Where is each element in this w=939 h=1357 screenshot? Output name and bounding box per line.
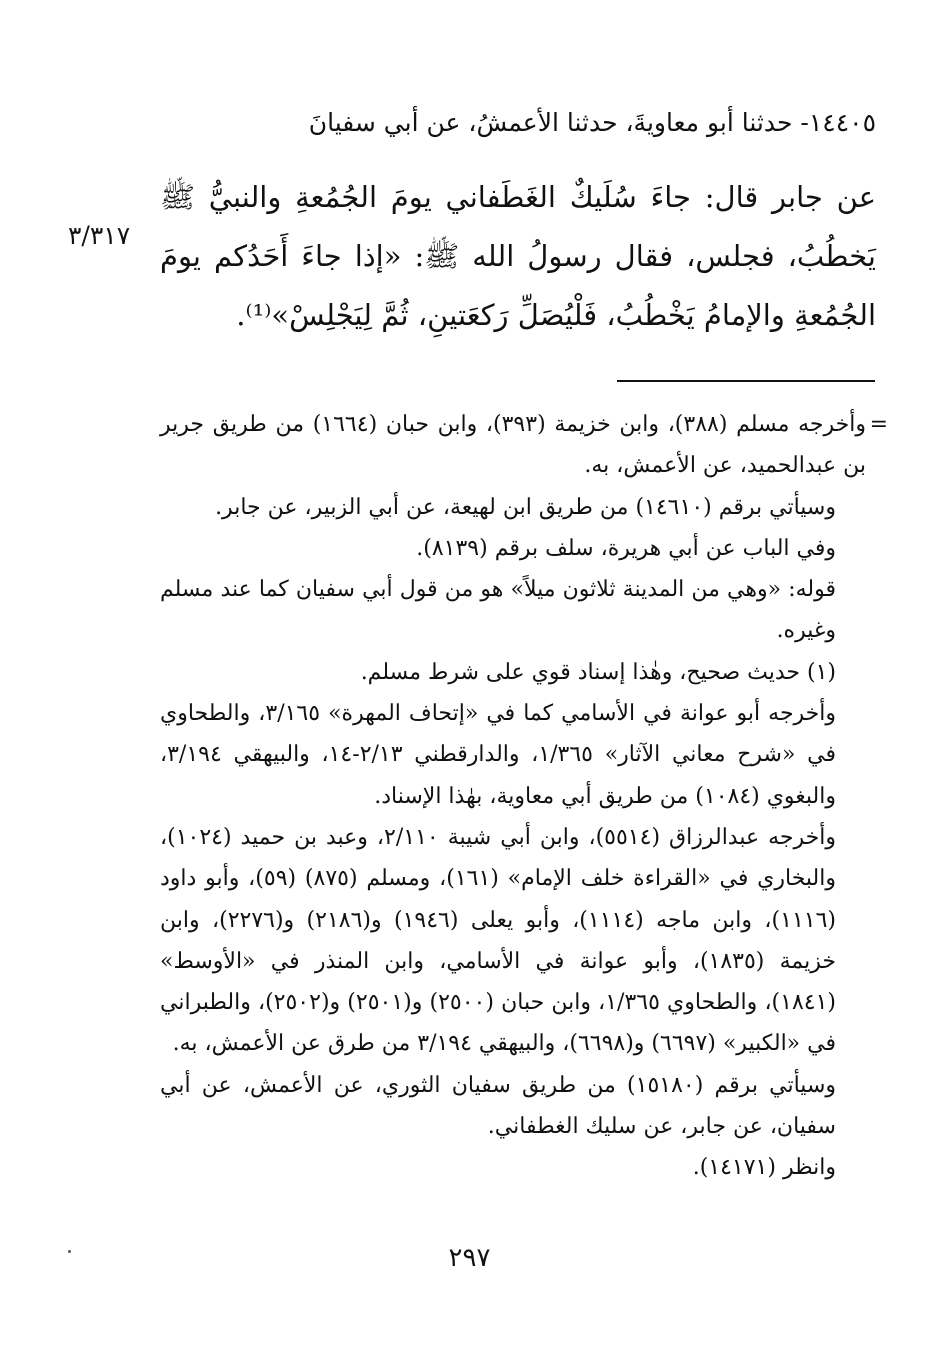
footnote-paragraph: وسيأتي برقم (١٥١٨٠) من طريق سفيان الثوري، عن الأعمش، عن أبي سفيان، عن جابر، عن سليك الغطفاني. (160, 1072, 836, 1140)
footnote-paragraph: وأخرجه أبو عوانة في الأسامي كما في «إتحاف المهرة» ٣/١٦٥، والطحاوي في «شرح معاني الآثار» ١/٣٦٥، والدارقطني ٢/١٣-١٤، والبيهقي ٣/١٩٤، والبغوي (١٠٨٤) من طريق أبي معاوية، بهٰذا الإسناد. (160, 701, 837, 809)
margin-reference: ٣/٣١٧ (68, 221, 131, 250)
continuation-marker: = (869, 412, 888, 437)
footnote-paragraph: وانظر (١٤١٧١). (692, 1155, 836, 1181)
page-number: ٢٩٧ (448, 1243, 491, 1273)
scan-speck (68, 1250, 71, 1253)
footnote-text: وأخرجه مسلم (٣٨٨)، وابن خزيمة (٣٩٣)، وابن حبان (١٦٦٤) من طريق جرير بن عبدالحميد، عن الأعمش، به. (160, 412, 866, 479)
footnote-paragraph (160, 404, 888, 487)
hadith-text: عن جابر قال: جاءَ سُلَيكٌ الغَطَفاني يومَ الجُمُعةِ والنبيُّ ﷺ يَخطُبُ، فجلس، فقال رسولُ الله ﷺ: «إذا جاءَ أَحَدُكم يومَ الجُمُعةِ والإمامُ يَخْطُبُ، فَلْيُصَلِّ رَكعَتينِ، ثُمَّ لِيَجْلِسْ»⁽¹⁾. (160, 180, 877, 332)
footnote-separator (617, 380, 875, 382)
footnote-paragraph: وسيأتي برقم (١٤٦١٠) من طريق ابن لهيعة، عن أبي الزبير، عن جابر. (215, 494, 836, 520)
footnote-paragraph: وفي الباب عن أبي هريرة، سلف برقم (٨١٣٩). (416, 535, 836, 561)
footnote-paragraph: (١) حديث صحيح، وهٰذا إسناد قوي على شرط مسلم. (360, 659, 836, 685)
hadith-header: ١٤٤٠٥- حدثنا أبو معاويةَ، حدثنا الأعمشُ، عن أبي سفيانَ (308, 108, 876, 137)
footnote-paragraph: وأخرجه عبدالرزاق (٥٥١٤)، وابن أبي شيبة ٢/١١٠، وعبد بن حميد (١٠٢٤)، والبخاري في «القراءة خلف الإمام» (١٦١)، ومسلم (٨٧٥) (٥٩)، وأبو داود (١١١٦)، وابن ماجه (١١١٤)، وأبو يعلى (١٩٤٦) و(٢١٨٦) و(٢٢٧٦)، وابن خزيمة (١٨٣٥)، وأبو عوانة في الأسامي، وابن المنذر في «الأوسط» (١٨٤١)، والطحاوي ١/٣٦٥، وابن حبان (٢٥٠٠) و(٢٥٠١) و(٢٥٠٢)، والطبراني في «الكبير» (٦٦٩٧) و(٦٦٩٨)، والبيهقي ٣/١٩٤ من طرق عن الأعمش، به. (160, 824, 837, 1057)
footnote-paragraph: قوله: «وهي من المدينة ثلاثون ميلاً» هو من قول أبي سفيان كما عند مسلم وغيره. (160, 577, 836, 644)
footnotes (160, 404, 888, 1189)
